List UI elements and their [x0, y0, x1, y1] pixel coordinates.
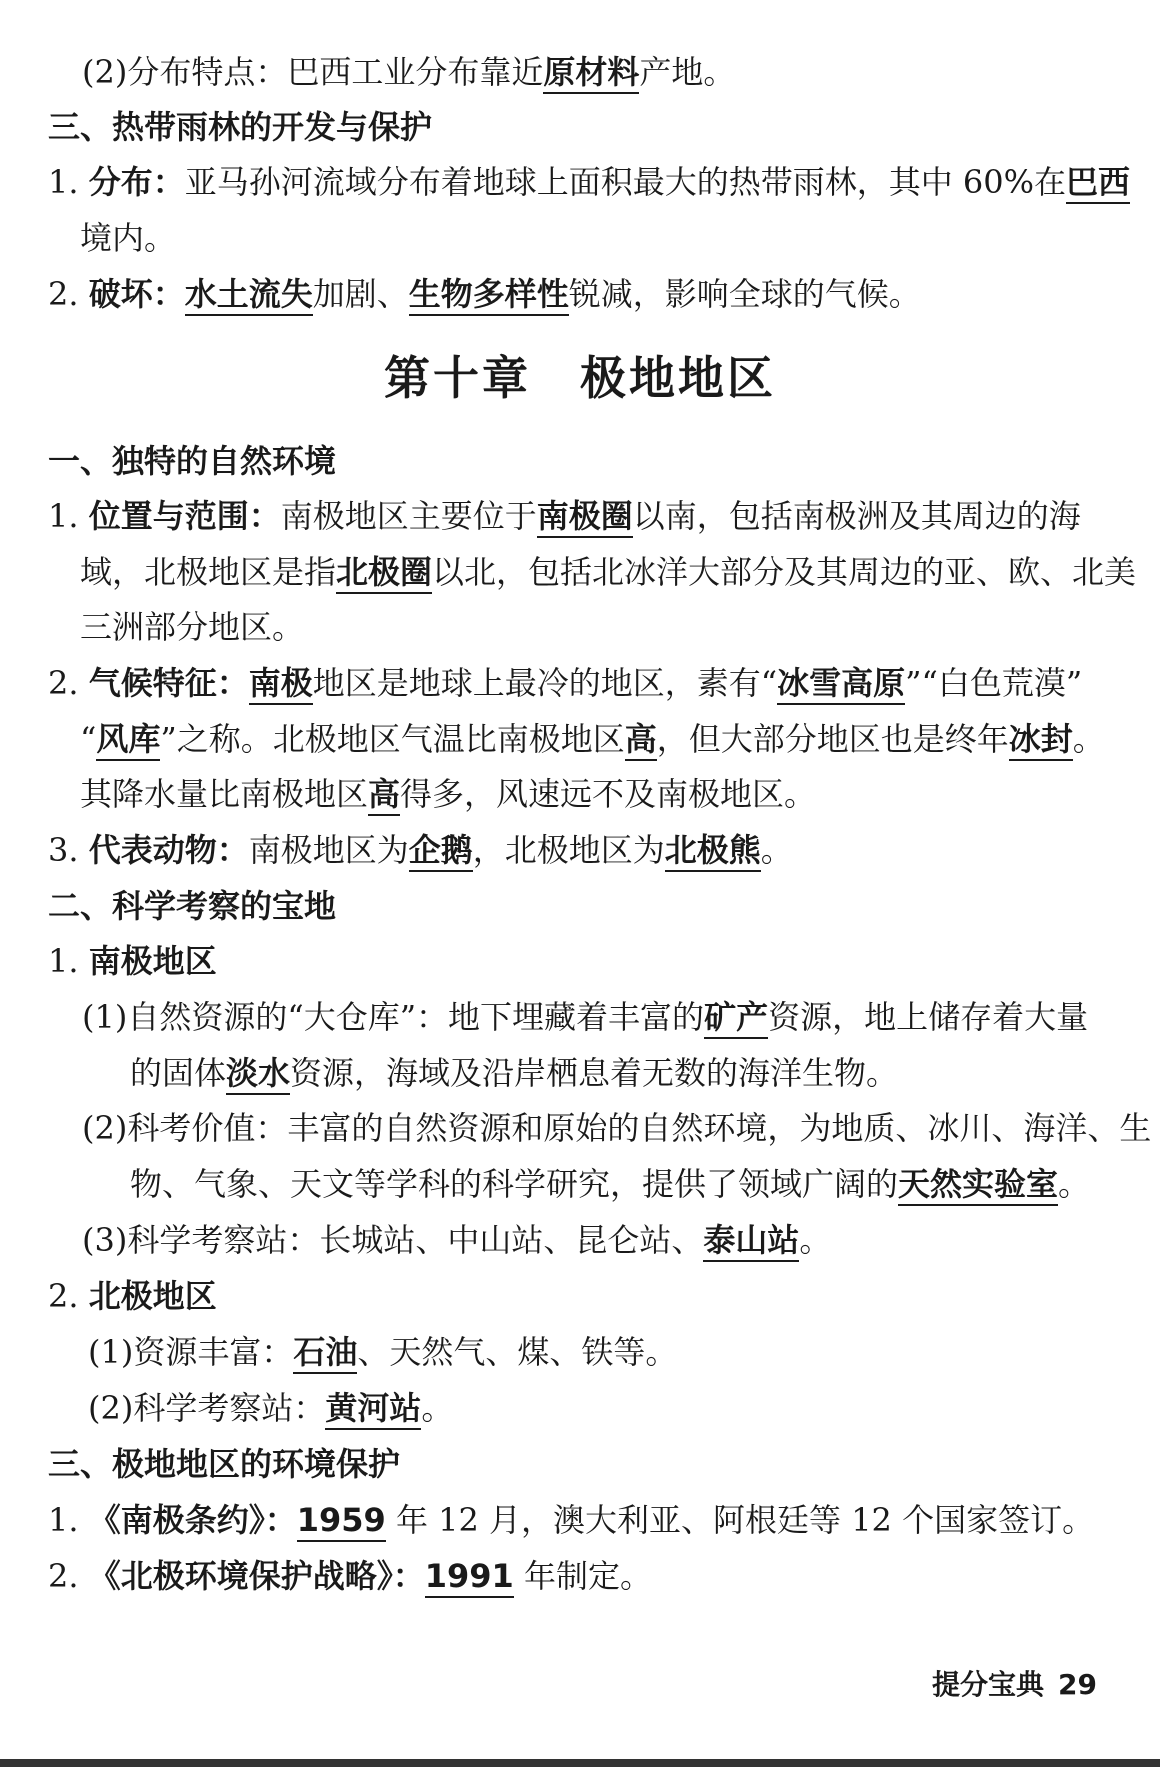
text: 锐减，影响全球的气候。 [568, 275, 921, 313]
item-lead: 气候特征： [88, 664, 249, 702]
text: 年制定。 [513, 1557, 652, 1595]
answer-underline: 原材料 [543, 53, 639, 94]
natural-env-point-1 [48, 496, 1160, 536]
item-lead: 位置与范围： [88, 497, 281, 535]
answer-underline: 冰雪高原 [777, 664, 905, 705]
text: 产地。 [639, 53, 736, 91]
arctic-resources [88, 1332, 1160, 1372]
answer-underline: 巴西 [1066, 163, 1130, 204]
answer-underline: 1959 [297, 1501, 386, 1542]
text: (1)自然资源的“大仓库”：地下埋藏着丰富的 [82, 998, 705, 1036]
text: 南极地区主要位于 [280, 497, 537, 535]
text: 以南，包括南极洲及其周边的海 [632, 497, 1081, 535]
answer-underline: 矿产 [704, 998, 768, 1039]
item-number: 1. [48, 163, 89, 201]
text: (2)分布特点：巴西工业分布靠近 [82, 53, 544, 91]
item-number: 1. [48, 942, 89, 980]
natural-env-point-2-line2 [80, 719, 1160, 759]
text: ，北极地区为 [472, 831, 665, 869]
answer-underline: 北极熊 [665, 831, 761, 872]
text: 得多，风速远不及南极地区。 [400, 775, 817, 813]
item-distribution [82, 52, 1160, 92]
text: 。 [1072, 720, 1105, 758]
bottom-edge-bar [0, 1759, 1160, 1767]
antarctic-resources [82, 997, 1160, 1037]
answer-underline: 黄河站 [325, 1389, 421, 1430]
natural-env-point-1-line3: 三洲部分地区。 [80, 608, 305, 646]
answer-underline: 南极圈 [537, 497, 633, 538]
text: 亚马孙河流域分布着地球上面积最大的热带雨林，其中 60%在 [184, 163, 1067, 201]
item-number: 1. [48, 1501, 89, 1539]
text: 资源，地上储存着大量 [768, 998, 1089, 1036]
natural-env-point-1-line2 [80, 552, 1160, 592]
text: 物、气象、天文等学科的科学研究，提供了领域广阔的 [130, 1165, 899, 1203]
answer-underline: 北极圈 [336, 553, 432, 594]
text: 域，北极地区是指 [80, 553, 337, 591]
text: 。 [799, 1221, 832, 1259]
section-heading-rainforest: 三、热带雨林的开发与保护 [48, 108, 433, 146]
answer-underline: 高 [625, 720, 657, 761]
item-number: 2. [48, 664, 89, 702]
answer-underline: 企鹅 [409, 831, 473, 872]
answer-underline: 1991 [425, 1557, 514, 1598]
answer-underline: 生物多样性 [409, 275, 569, 316]
item-lead: 分布： [88, 163, 185, 201]
item-lead: 代表动物： [88, 831, 249, 869]
science-point-1 [48, 941, 1160, 981]
answer-underline: 南极 [249, 664, 313, 705]
text: ”“白色荒漠” [905, 664, 1083, 702]
answer-underline: 泰山站 [703, 1221, 799, 1262]
answer-underline: 石油 [293, 1333, 357, 1374]
arctic-station [88, 1388, 1160, 1428]
protection-point-2 [48, 1556, 1160, 1596]
text: 、天然气、煤、铁等。 [357, 1333, 678, 1371]
antarctic-stations [82, 1220, 1160, 1260]
answer-underline: 淡水 [226, 1054, 290, 1095]
rainforest-point-1-cont: 境内。 [80, 219, 177, 257]
natural-env-point-3 [48, 830, 1160, 870]
item-number: 3. [48, 831, 89, 869]
text: “ [80, 720, 97, 758]
text: (3)科学考察站：长城站、中山站、昆仑站、 [82, 1221, 704, 1259]
text: (1)资源丰富： [88, 1333, 294, 1371]
text: 南极地区为 [248, 831, 409, 869]
rainforest-point-1 [48, 162, 1160, 202]
text: 。 [421, 1389, 454, 1427]
text: ”之称。北极地区气温比南极地区 [160, 720, 625, 758]
protection-point-1 [48, 1500, 1160, 1540]
item-lead: 北极地区 [88, 1277, 217, 1315]
answer-underline: 风库 [96, 720, 160, 761]
item-lead: 《南极条约》： [88, 1501, 297, 1539]
natural-env-point-2-line3 [80, 774, 1160, 814]
text: 地区是地球上最冷的地区，素有“ [312, 664, 778, 702]
chapter-title: 第十章 极地地区 [384, 351, 776, 405]
item-lead: 破坏： [88, 275, 185, 313]
natural-env-point-2 [48, 663, 1160, 703]
text: 年 12 月，澳大利亚、阿根廷等 12 个国家签订。 [385, 1501, 1095, 1539]
text: 的固体 [130, 1054, 227, 1092]
antarctic-value: (2)科考价值：丰富的自然资源和原始的自然环境，为地质、冰川、海洋、生 [82, 1109, 1152, 1147]
item-lead: 南极地区 [88, 942, 217, 980]
answer-underline: 天然实验室 [898, 1165, 1058, 1206]
book-title: 提分宝典 [932, 1668, 1045, 1701]
item-number: 2. [48, 275, 89, 313]
rainforest-point-2 [48, 274, 1160, 314]
item-number: 2. [48, 1277, 89, 1315]
science-point-2 [48, 1276, 1160, 1316]
page-footer [932, 1668, 1097, 1702]
text: 。 [1058, 1165, 1091, 1203]
section-heading-natural-env: 一、独特的自然环境 [48, 442, 337, 480]
text: 。 [760, 831, 793, 869]
answer-underline: 冰封 [1009, 720, 1073, 761]
text: (2)科学考察站： [88, 1389, 326, 1427]
page-number: 29 [1058, 1668, 1097, 1701]
item-number: 1. [48, 497, 89, 535]
section-heading-protection: 三、极地地区的环境保护 [48, 1445, 401, 1483]
text: 以北，包括北冰洋大部分及其周边的亚、欧、北美 [432, 553, 1137, 591]
antarctic-value-line2 [130, 1164, 1160, 1204]
item-lead: 《北极环境保护战略》： [88, 1557, 425, 1595]
answer-underline: 水土流失 [185, 275, 313, 316]
text: ，但大部分地区也是终年 [656, 720, 1009, 758]
section-heading-science: 二、科学考察的宝地 [48, 887, 337, 925]
text: 其降水量比南极地区 [80, 775, 369, 813]
answer-underline: 高 [368, 775, 400, 816]
antarctic-resources-line2 [130, 1053, 1160, 1093]
text: 资源，海域及沿岸栖息着无数的海洋生物。 [290, 1054, 899, 1092]
text: 加剧、 [312, 275, 409, 313]
item-number: 2. [48, 1557, 89, 1595]
